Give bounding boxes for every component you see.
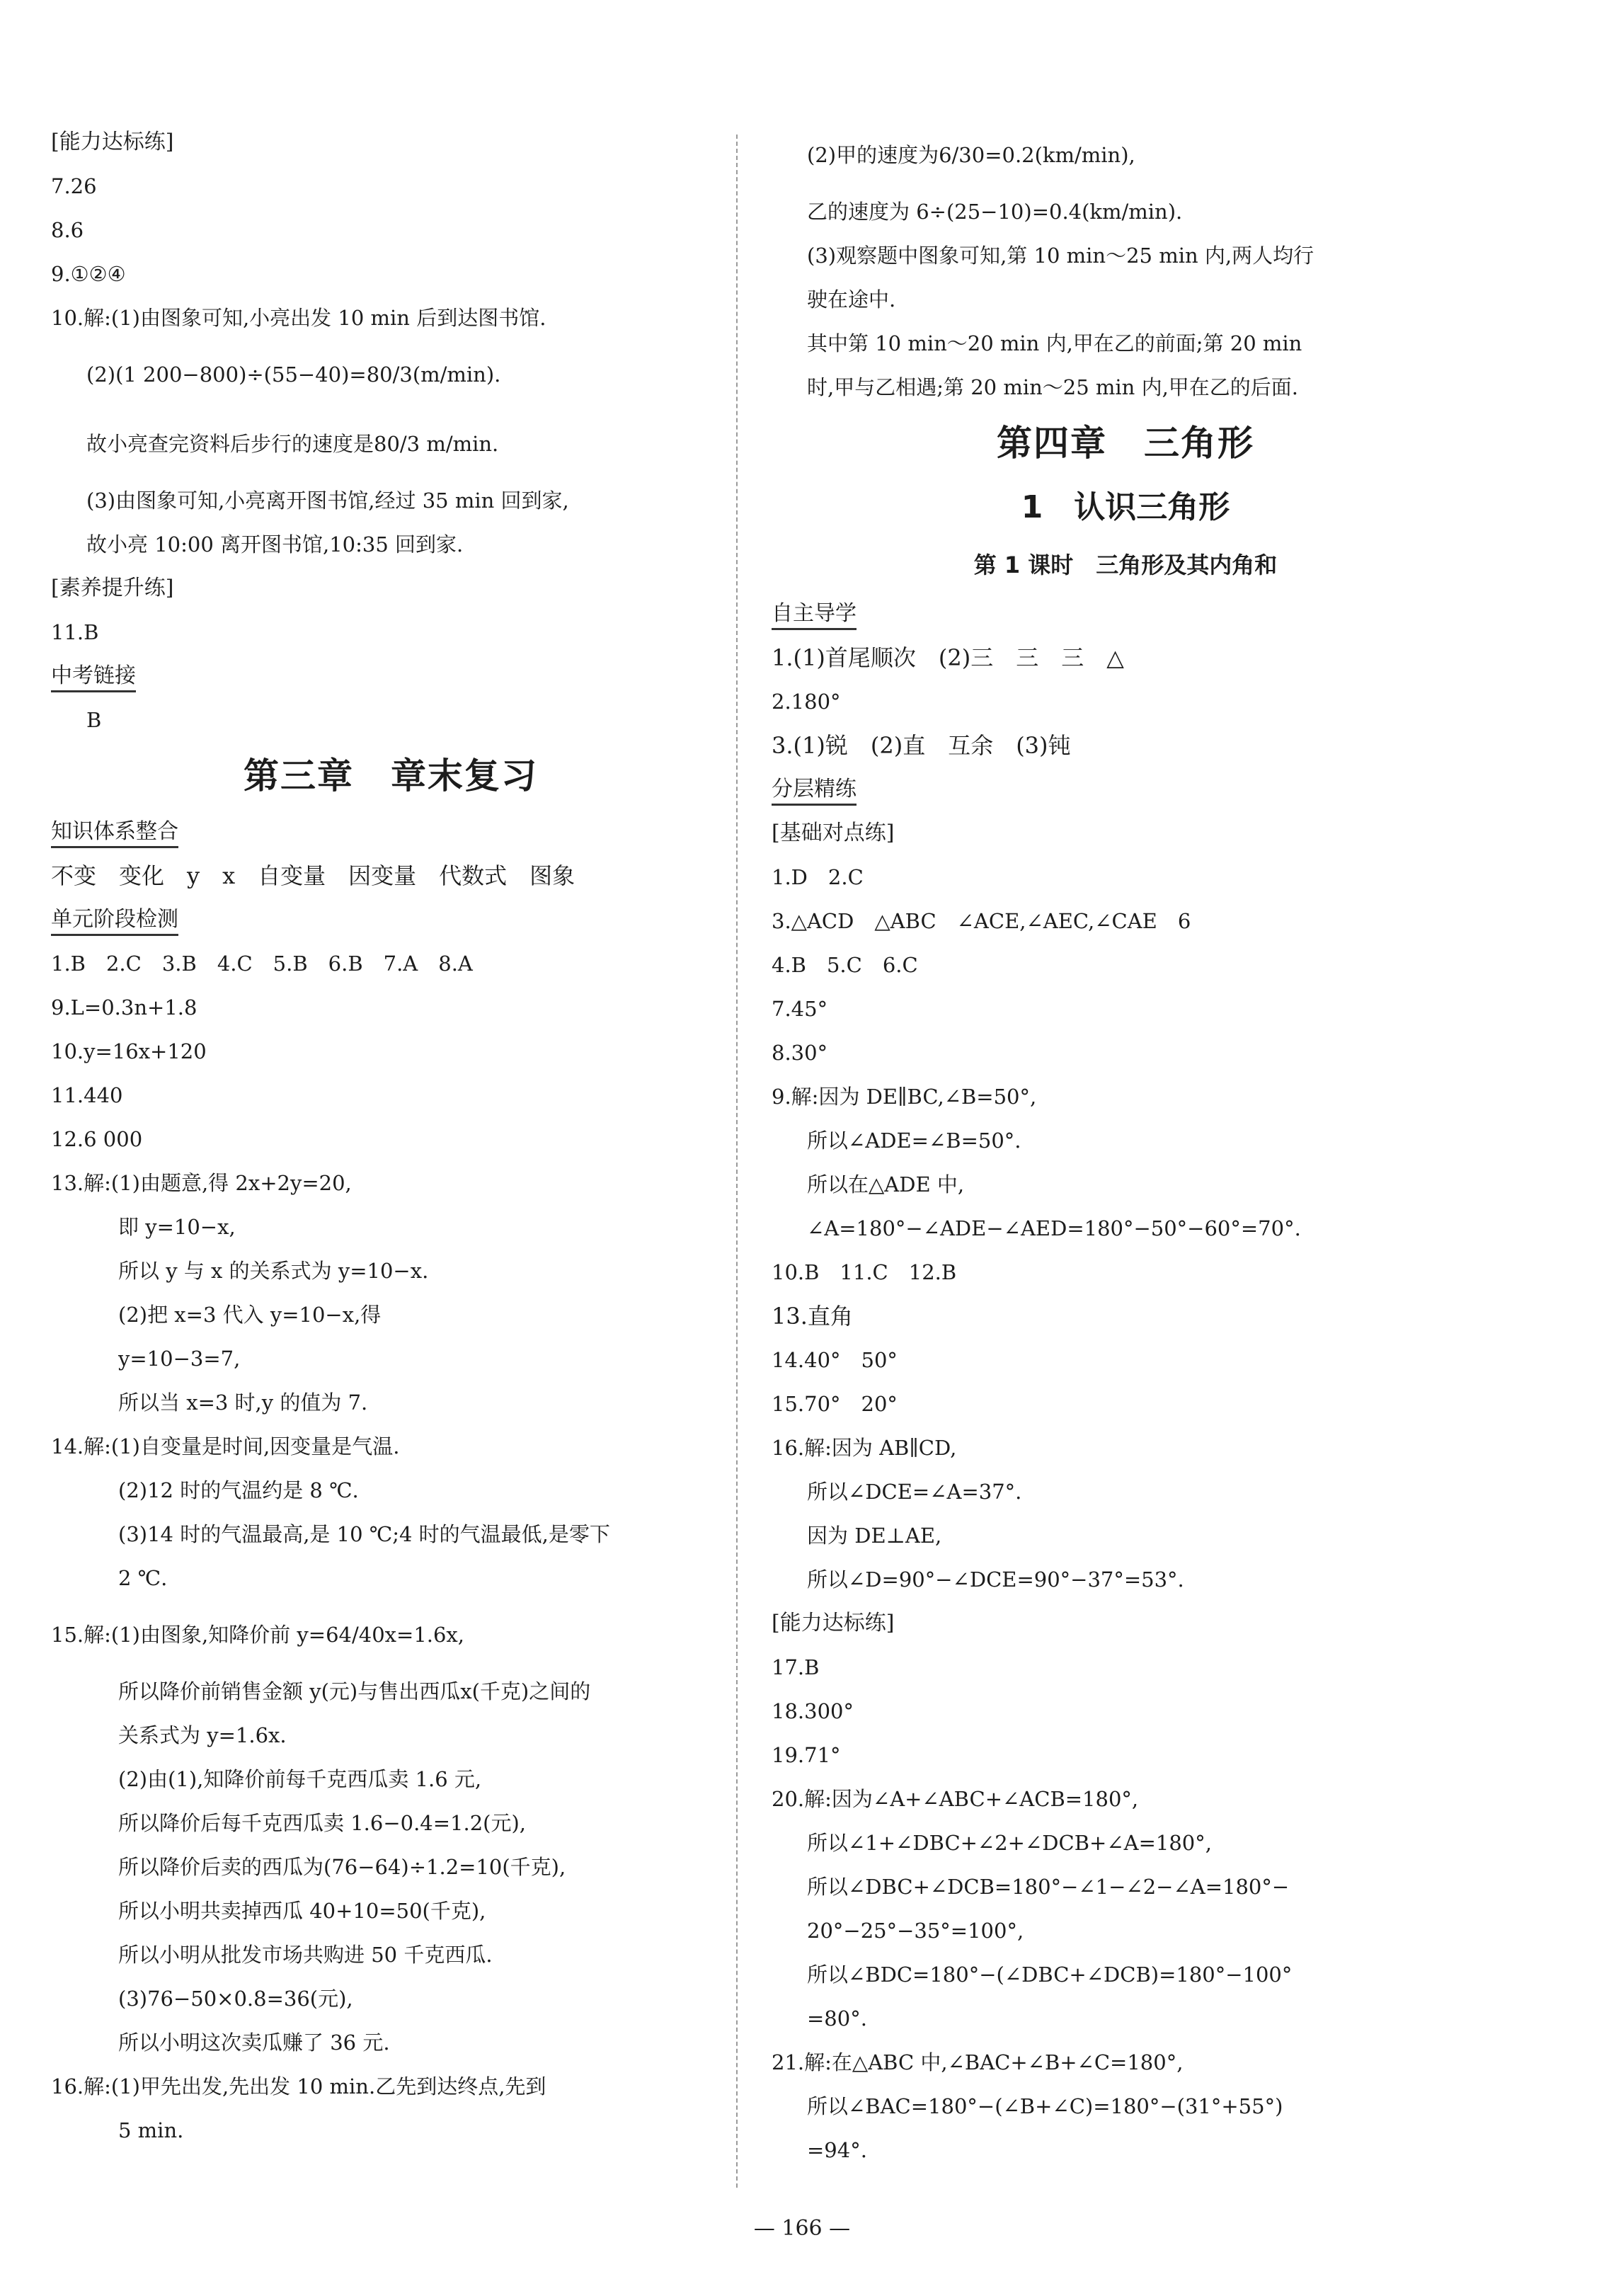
answer-line: (2)甲的速度为6/30=0.2(km/min), — [807, 143, 1135, 167]
right-column — [772, 120, 1479, 2172]
answer-line: 所以在△ADE 中, — [807, 1172, 965, 1196]
answer-line: 所以∠D=90°−∠DCE=90°−37°=53°. — [807, 1567, 1184, 1592]
answer-line: 乙的速度为 6÷(25−10)=0.4(km/min). — [807, 200, 1183, 224]
answer-line: 1.D 2.C — [772, 865, 864, 889]
answer-line: 11.B — [51, 620, 99, 644]
section-heading-text: 自主导学 — [772, 601, 857, 630]
section-heading — [772, 592, 1479, 636]
section-heading — [51, 654, 731, 698]
answer-line: 16.解:(1)甲先出发,先出发 10 min.乙先到达终点,先到 — [51, 2074, 546, 2098]
answer-line: 所以降价后卖的西瓜为(76−64)÷1.2=10(千克), — [118, 1855, 566, 1879]
answer-line: 14.40° 50° — [772, 1348, 898, 1372]
answer-line: 2 ℃. — [118, 1566, 168, 1590]
answer-line: B — [86, 708, 102, 732]
answer-line: 4.B 5.C 6.C — [772, 953, 918, 977]
answer-line: 所以 y 与 x 的关系式为 y=10−x. — [118, 1259, 429, 1283]
answer-line: 8.6 — [51, 218, 84, 242]
answer-line: 所以∠BAC=180°−(∠B+∠C)=180°−(31°+55°) — [807, 2094, 1283, 2118]
answer-line: 14.解:(1)自变量是时间,因变量是气温. — [51, 1434, 400, 1458]
answer-line: 20°−25°−35°=100°, — [807, 1919, 1024, 1943]
answer-line: (2)12 时的气温约是 8 ℃. — [118, 1478, 359, 1502]
answer-line: 5 min. — [118, 2118, 184, 2142]
section-heading-text: 分层精练 — [772, 777, 857, 806]
column-divider — [736, 135, 738, 2188]
answer-line: 15.70° 20° — [772, 1392, 898, 1416]
answer-line: (3)由图象可知,小亮离开图书馆,经过 35 min 回到家, — [86, 489, 569, 513]
answer-line: 12.6 000 — [51, 1127, 143, 1151]
answer-line: 10.y=16x+120 — [51, 1039, 207, 1063]
section-heading-text: 知识体系整合 — [51, 819, 178, 848]
answer-line: y=10−3=7, — [118, 1347, 241, 1371]
answer-line: (3)观察题中图象可知,第 10 min～25 min 内,两人均行 — [807, 244, 1314, 268]
answer-line: 不变 变化 y x 自变量 因变量 代数式 图象 — [51, 862, 575, 889]
answer-line: 10.B 11.C 12.B — [772, 1260, 957, 1284]
chapter-heading: 1 认识三角形 — [1021, 489, 1230, 525]
chapter-heading: 第三章 章末复习 — [244, 755, 538, 796]
answer-line: 所以∠DCE=∠A=37°. — [807, 1480, 1022, 1504]
answer-line: 1.(1)首尾顺次 (2)三 三 三 △ — [772, 644, 1124, 671]
answer-line: (2)把 x=3 代入 y=10−x,得 — [118, 1303, 382, 1327]
answer-line: 关系式为 y=1.6x. — [118, 1723, 287, 1747]
answer-line: 所以小明这次卖瓜赚了 36 元. — [118, 2031, 390, 2055]
answer-line: (3)14 时的气温最高,是 10 ℃;4 时的气温最低,是零下 — [118, 1522, 610, 1546]
answer-line: 15.解:(1)由图象,知降价前 y=64/40x=1.6x, — [51, 1623, 465, 1647]
answer-line: 20.解:因为∠A+∠ABC+∠ACB=180°, — [772, 1787, 1139, 1811]
answer-line: 其中第 10 min～20 min 内,甲在乙的前面;第 20 min — [807, 331, 1302, 355]
answer-line: 13.直角 — [772, 1303, 853, 1330]
answer-line: 所以当 x=3 时,y 的值为 7. — [118, 1390, 368, 1415]
answer-line: 所以降价后每千克西瓜卖 1.6−0.4=1.2(元), — [118, 1811, 527, 1835]
answer-line: 所以∠DBC+∠DCB=180°−∠1−∠2−∠A=180°− — [807, 1875, 1290, 1899]
section-heading: [素养提升练] — [51, 576, 174, 600]
answer-line: (3)76−50×0.8=36(元), — [118, 1987, 353, 2011]
section-heading: [能力达标练] — [772, 1611, 895, 1635]
answer-line: 17.B — [772, 1655, 820, 1679]
answer-line: 时,甲与乙相遇;第 20 min～25 min 内,甲在乙的后面. — [807, 375, 1299, 399]
answer-line: 9.①②④ — [51, 262, 126, 286]
answer-line: 所以小明共卖掉西瓜 40+10=50(千克), — [118, 1899, 486, 1923]
answer-line: 11.440 — [51, 1083, 123, 1107]
answer-line: 13.解:(1)由题意,得 2x+2y=20, — [51, 1171, 352, 1195]
answer-line: =80°. — [807, 2006, 867, 2031]
answer-line: 7.26 — [51, 174, 97, 198]
answer-line: 所以降价前销售金额 y(元)与售出西瓜x(千克)之间的 — [118, 1679, 591, 1703]
section-heading: [能力达标练] — [51, 130, 174, 154]
answer-line: (2)由(1),知降价前每千克西瓜卖 1.6 元, — [118, 1767, 482, 1791]
answer-line: ∠A=180°−∠ADE−∠AED=180°−50°−60°=70°. — [807, 1216, 1301, 1240]
answer-line: 9.L=0.3n+1.8 — [51, 995, 197, 1020]
answer-line: 所以∠BDC=180°−(∠DBC+∠DCB)=180°−100° — [807, 1963, 1293, 1987]
answer-line: 9.解:因为 DE∥BC,∠B=50°, — [772, 1085, 1037, 1109]
answer-line: 1.B 2.C 3.B 4.C 5.B 6.B 7.A 8.A — [51, 952, 473, 976]
answer-line: 2.180° — [772, 690, 841, 714]
section-heading — [772, 767, 1479, 811]
answer-line: 即 y=10−x, — [118, 1215, 236, 1239]
answer-line: (2)(1 200−800)÷(55−40)=80/3(m/min). — [86, 362, 501, 387]
section-heading-text: 中考链接 — [51, 663, 136, 692]
answer-line: 21.解:在△ABC 中,∠BAC+∠B+∠C=180°, — [772, 2050, 1184, 2074]
answer-line: 所以∠ADE=∠B=50°. — [807, 1129, 1021, 1153]
answer-line: 驶在途中. — [807, 287, 896, 312]
section-heading — [51, 898, 731, 942]
section-heading-text: 单元阶段检测 — [51, 907, 178, 936]
chapter-heading: 第 1 课时 三角形及其内角和 — [973, 552, 1278, 578]
answer-line: 18.300° — [772, 1699, 854, 1723]
answer-line: 所以∠1+∠DBC+∠2+∠DCB+∠A=180°, — [807, 1831, 1212, 1855]
answer-line: 19.71° — [772, 1743, 841, 1767]
answer-line: 3.△ACD △ABC ∠ACE,∠AEC,∠CAE 6 — [772, 909, 1191, 933]
section-heading — [51, 810, 731, 854]
answer-line: 10.解:(1)由图象可知,小亮出发 10 min 后到达图书馆. — [51, 306, 546, 330]
left-column — [51, 120, 731, 2152]
answer-line: 因为 DE⊥AE, — [807, 1524, 942, 1548]
answer-line: 故小亮查完资料后步行的速度是80/3 m/min. — [86, 432, 499, 456]
chapter-heading: 第四章 三角形 — [997, 423, 1254, 464]
answer-line: =94°. — [807, 2138, 867, 2162]
answer-line: 所以小明从批发市场共购进 50 千克西瓜. — [118, 1943, 493, 1967]
answer-line: 8.30° — [772, 1041, 828, 1065]
answer-line: 16.解:因为 AB∥CD, — [772, 1436, 957, 1460]
section-heading: [基础对点练] — [772, 821, 895, 845]
page-number: — 166 — — [753, 2216, 851, 2241]
answer-line: 故小亮 10:00 离开图书馆,10:35 回到家. — [86, 532, 464, 556]
answer-line: 7.45° — [772, 997, 828, 1021]
answer-line: 3.(1)锐 (2)直 互余 (3)钝 — [772, 732, 1071, 759]
